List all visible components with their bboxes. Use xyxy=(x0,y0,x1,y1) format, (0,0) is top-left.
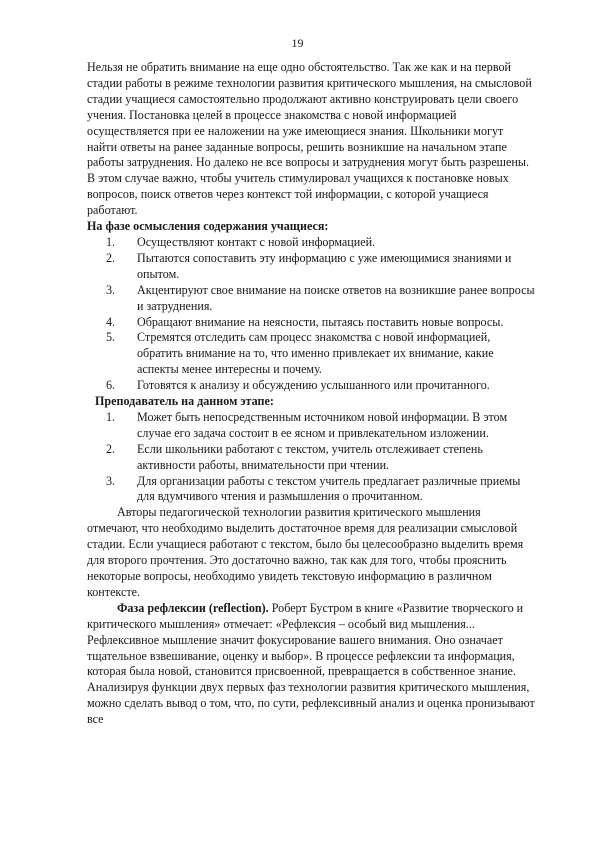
teacher-list xyxy=(87,410,535,505)
list-item-text: Для организации работы с текстом учитель предлагает различные приемы для вдумчивого чтения и размышления о прочитанном. xyxy=(137,473,521,504)
list-item-text: Пытаются сопоставить эту информацию с уже имеющимися знаниями и опытом. xyxy=(137,250,512,281)
list-item-text: Готовятся к анализу и обсуждению услышанного или прочитанного. xyxy=(137,378,490,393)
authors-paragraph: Авторы педагогической технологии развития критического мышления отмечают, что необходимо выделить достаточное время для реализации смысловой стадии. Если учащиеся работают с текстом, было бы целесообразно выделить время для второго прочтения. Это достаточно важно, так как для того, чтобы прояснить некоторые вопросы, необходимо увидеть текстовую информацию в различном контексте. xyxy=(87,505,524,599)
list-item xyxy=(87,410,535,442)
intro-paragraph: Нельзя не обратить внимание на еще одно обстоятельство. Так же как и на первой стадии работы в режиме технологии развития критического мышления, на смысловой стадии учащиеся самостоятельно продолжают активно конструировать цели своего учения. Постановка целей в процессе знакомства с новой информацией осуществляется при ее наложении на уже имеющиеся знания. Школьники могут найти ответы на ранее заданные вопросы, решить возникшие на начальном этапе работы затруднения. Но далеко не все вопросы и затруднения могут быть разрешены. В этом случае важно, чтобы учитель стимулировал учащихся к постановке новых вопросов, поиск ответов через контекст той информации, с которой учащиеся работают. xyxy=(87,60,532,218)
list-item xyxy=(87,474,535,506)
list-item xyxy=(87,330,535,378)
list-item-number: 2. xyxy=(106,250,116,265)
list-item xyxy=(87,283,535,315)
list-item xyxy=(87,235,535,251)
list-item-number: 5. xyxy=(106,330,116,345)
document-body xyxy=(87,60,535,728)
students-list xyxy=(87,235,535,394)
teacher-heading: Преподаватель на данном этапе: xyxy=(95,394,274,409)
students-heading: На фазе осмысления содержания учащиеся: xyxy=(87,219,329,234)
list-item-text: Акцентируют свое внимание на поиске ответов на возникшие ранее вопросы и затруднения. xyxy=(137,282,535,313)
list-item-number: 1. xyxy=(106,234,116,249)
reflection-term: Фаза рефлексии (reflection). xyxy=(117,600,269,615)
list-item-text: Обращают внимание на неясности, пытаясь поставить новые вопросы. xyxy=(137,314,504,329)
list-item-number: 6. xyxy=(106,378,116,393)
list-item-text: Если школьники работают с текстом, учитель отслеживает степень активности работы, внимательности при чтении. xyxy=(137,441,483,472)
page-number: 19 xyxy=(291,36,304,50)
reflection-text: Роберт Бустром в книге «Развитие творческого и критического мышления» отмечает: «Рефлексия – особый вид мышления... Рефлексивное мышление значит фокусирование вашего внимания. Оно означает тщательное взвешивание, оценку и выбор». В процессе рефлексии та информация, которая была новой, становится присвоенной, превращается в собственное знание. Анализируя функции двух первых фаз технологии развития критического мышления, можно сделать вывод о том, что, по сути, рефлексивный анализ и оценка пронизывают все xyxy=(87,600,535,727)
list-item-number: 3. xyxy=(106,473,116,488)
list-item-text: Осуществляют контакт с новой информацией. xyxy=(137,234,376,249)
list-item-number: 3. xyxy=(106,282,116,297)
list-item xyxy=(87,378,535,394)
list-item-text: Может быть непосредственным источником новой информации. В этом случае его задача состоит в ее ясном и привлекательном изложении. xyxy=(137,409,508,440)
list-item xyxy=(87,442,535,474)
list-item-text: Стремятся отследить сам процесс знакомства с новой информацией, обратить внимание на то, что именно привлекает их внимание, какие аспекты менее интересны и почему. xyxy=(137,330,494,377)
list-item xyxy=(87,315,535,331)
reflection-paragraph xyxy=(87,601,535,728)
list-item-number: 2. xyxy=(106,441,116,456)
list-item-number: 4. xyxy=(106,314,116,329)
list-item xyxy=(87,251,535,283)
list-item-number: 1. xyxy=(106,409,116,424)
